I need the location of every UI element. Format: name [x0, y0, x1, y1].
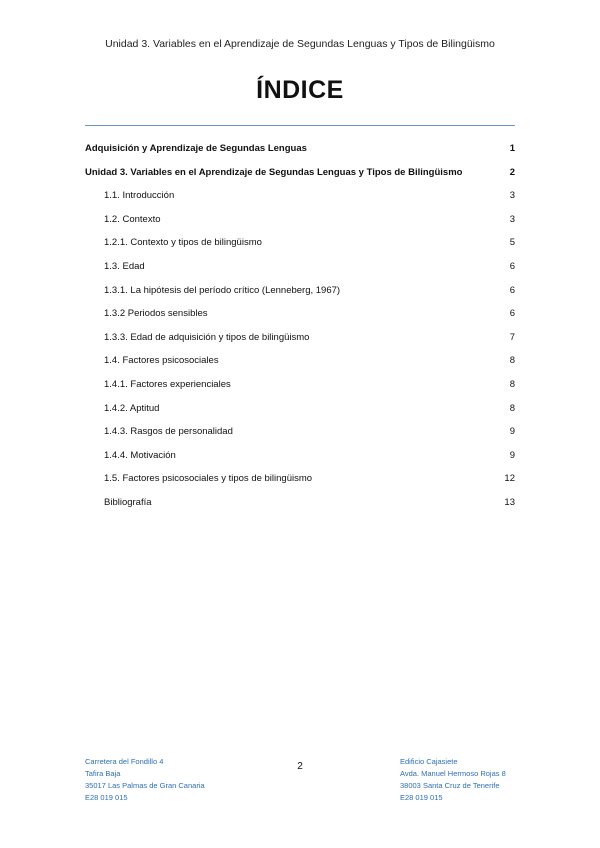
toc-entry-page: 3	[509, 190, 515, 202]
footer-line: E28 019 015	[85, 793, 128, 802]
toc-entry[interactable]	[85, 470, 515, 494]
toc-entry-page: 9	[509, 426, 515, 438]
toc-entry[interactable]	[85, 376, 515, 400]
toc-entry-label: Adquisición y Aprendizaje de Segundas Lenguas	[85, 143, 307, 154]
toc-entry-label: 1.2.1. Contexto y tipos de bilingüismo	[104, 237, 262, 249]
page-number: 2	[297, 761, 303, 772]
toc-entry-label: 1.4. Factores psicosociales	[104, 355, 219, 367]
toc-entry-label: 1.4.1. Factores experienciales	[104, 378, 231, 390]
toc-entry[interactable]	[85, 352, 515, 376]
toc-entry[interactable]	[85, 258, 515, 282]
toc-entry-page: 13	[504, 496, 515, 508]
toc-entry[interactable]	[85, 423, 515, 447]
footer-line: Carretera del Fondillo 4	[85, 757, 164, 766]
toc-entry[interactable]	[85, 282, 515, 306]
toc-entry-page: 8	[509, 402, 515, 414]
toc-entry-page: 2	[509, 166, 515, 178]
toc-entry-page: 1	[509, 143, 515, 154]
footer-line: 38003 Santa Cruz de Tenerife	[400, 781, 500, 790]
toc-entry-label: 1.3.2 Periodos sensibles	[104, 308, 208, 320]
toc-entry-label: 1.5. Factores psicosociales y tipos de bilingüismo	[104, 473, 313, 485]
toc-entry-label: Unidad 3. Variables en el Aprendizaje de Segundas Lenguas y Tipos de Bilingüismo	[85, 166, 463, 178]
footer-line: 35017 Las Palmas de Gran Canaria	[85, 781, 205, 790]
toc-title: ÍNDICE	[256, 76, 344, 104]
toc-entry-label: 1.1. Introducción	[104, 190, 175, 202]
toc-entry-page: 6	[509, 260, 515, 272]
toc-entry-page: 3	[509, 213, 515, 225]
toc-entry-label: 1.3.3. Edad de adquisición y tipos de bilingüismo	[104, 331, 310, 343]
title-divider	[85, 125, 515, 126]
toc-entry[interactable]	[85, 494, 515, 518]
toc-entry-label: 1.4.4. Motivación	[104, 449, 176, 461]
toc-entry[interactable]	[85, 211, 515, 235]
running-header: Unidad 3. Variables en el Aprendizaje de Segundas Lenguas y Tipos de Bilingüismo	[105, 38, 495, 50]
toc-entry[interactable]	[85, 234, 515, 258]
toc-entry[interactable]	[85, 164, 515, 188]
toc-entry-label: 1.3. Edad	[104, 260, 145, 272]
toc-entry-page: 12	[504, 473, 515, 485]
toc-entry[interactable]	[85, 329, 515, 353]
toc-entry-page: 9	[509, 449, 515, 461]
footer-line: E28 019 015	[400, 793, 443, 802]
table-of-contents	[85, 140, 515, 518]
toc-entry-page: 6	[509, 308, 515, 320]
toc-entry-label: 1.3.1. La hipótesis del período crítico (Lenneberg, 1967)	[104, 284, 341, 296]
toc-entry-label: 1.4.2. Aptitud	[104, 402, 160, 414]
footer-address-right	[400, 756, 506, 804]
toc-entry-page: 6	[509, 284, 515, 296]
toc-entry-page: 7	[509, 331, 515, 343]
toc-entry[interactable]	[85, 305, 515, 329]
toc-entry-label: 1.2. Contexto	[104, 213, 161, 225]
toc-entry-label: Bibliografía	[104, 496, 152, 508]
footer-line: Edificio Cajasiete	[400, 757, 458, 766]
toc-entry[interactable]	[85, 400, 515, 424]
footer-line: Avda. Manuel Hermoso Rojas 8	[400, 769, 506, 778]
toc-entry[interactable]	[85, 140, 515, 164]
toc-entry[interactable]	[85, 187, 515, 211]
toc-entry-page: 8	[509, 378, 515, 390]
toc-entry-label: 1.4.3. Rasgos de personalidad	[104, 426, 233, 438]
toc-entry[interactable]	[85, 447, 515, 471]
toc-entry-page: 8	[509, 355, 515, 367]
toc-entry-page: 5	[509, 237, 515, 249]
footer-line: Tafira Baja	[85, 769, 121, 778]
